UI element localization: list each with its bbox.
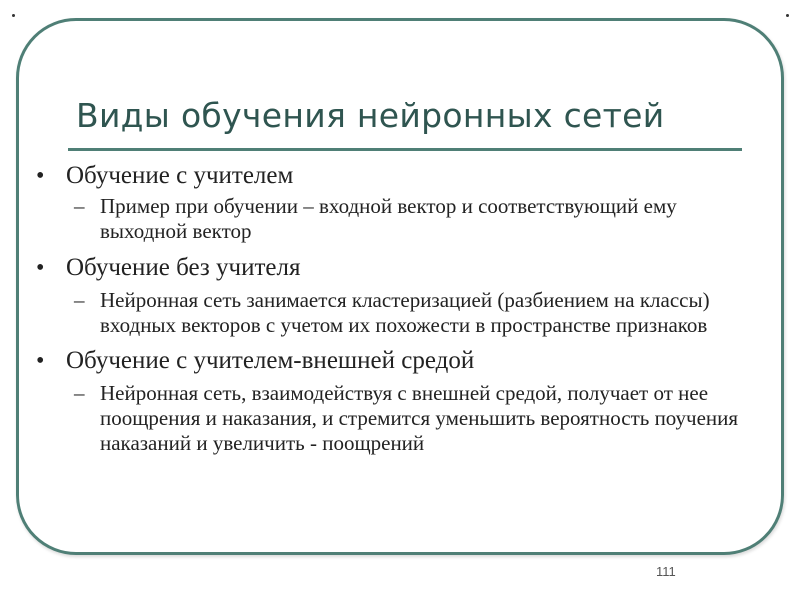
page-number: 111 bbox=[656, 564, 676, 579]
bullet-item bbox=[36, 252, 766, 284]
bullet-heading: Обучение с учителем bbox=[66, 162, 294, 189]
bullet-item bbox=[36, 160, 766, 192]
sub-item-text: Нейронная сеть, взаимодействуя с внешней средой, получает от нее поощрения и наказания, и стремится уменьшить вероятность поучения наказаний и увеличить - поощрений bbox=[100, 381, 739, 455]
sub-item-text: Нейронная сеть занимается кластеризацией (разбиением на классы) входных векторов с учетом их похожести в пространстве признаков bbox=[100, 288, 710, 337]
bullet-marker: • bbox=[36, 348, 45, 374]
corner-dot bbox=[786, 14, 789, 17]
sub-item bbox=[74, 194, 766, 244]
sub-marker: – bbox=[74, 381, 85, 405]
sub-item bbox=[74, 288, 766, 338]
bullet-marker: • bbox=[36, 163, 45, 189]
sub-item-text: Пример при обучении – входной вектор и соответствующий ему выходной вектор bbox=[100, 194, 677, 243]
bullet-heading: Обучение с учителем-внешней средой bbox=[66, 347, 475, 374]
sub-marker: – bbox=[74, 288, 85, 312]
bullet-marker: • bbox=[36, 255, 45, 281]
corner-dot bbox=[12, 14, 15, 17]
sub-item bbox=[74, 381, 766, 456]
sub-marker: – bbox=[74, 194, 85, 218]
slide-title: Виды обучения нейронных сетей bbox=[76, 96, 665, 135]
bullet-item bbox=[36, 345, 766, 377]
slide-content bbox=[36, 158, 766, 456]
title-underline bbox=[68, 148, 742, 151]
bullet-heading: Обучение без учителя bbox=[66, 254, 301, 281]
